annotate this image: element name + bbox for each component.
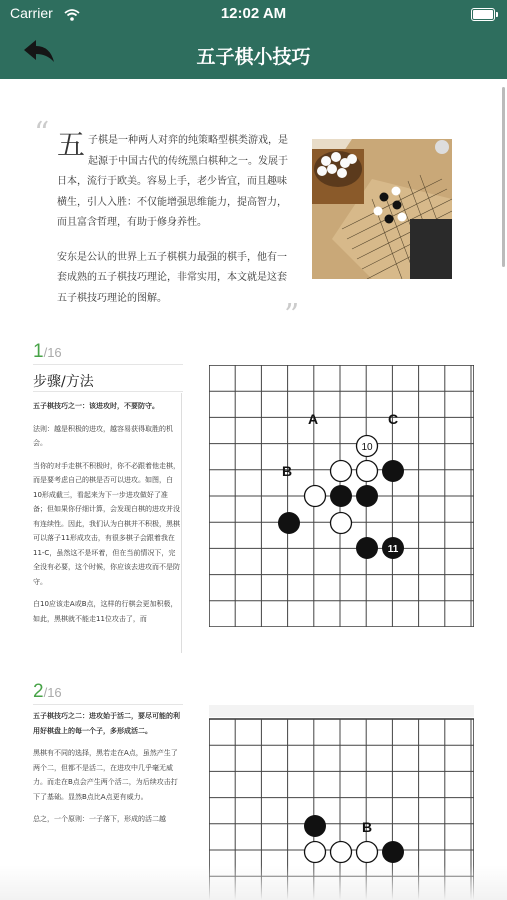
section-2-number: [33, 681, 62, 703]
divider: [33, 704, 183, 705]
section-2-paragraph: 黑棋有不同的选择，黑若走在A点，虽然产生了两个二，但都不是活二，在进攻中几乎毫无威力。而走在B点会产生两个活二，为后续攻击打下了基础。显然B点比A点更有威力。: [33, 749, 178, 801]
black-stone: [356, 537, 378, 559]
intro-text: [57, 128, 289, 323]
divider: [33, 391, 183, 392]
column-divider: [181, 393, 182, 653]
section-1-heading: 五子棋技巧之一：该进攻时，不要防守。: [33, 402, 159, 410]
white-stone: [331, 513, 352, 534]
scrollbar[interactable]: [502, 87, 505, 267]
white-stone: [331, 461, 352, 482]
close-quote-icon: ”: [284, 298, 300, 333]
gomoku-photo: [312, 139, 452, 279]
board-label-b: B: [361, 819, 373, 835]
section-1-paragraph: 法则：越是积极的进攻，越容易获得取胜的机会。: [33, 424, 173, 447]
battery-icon: [471, 8, 495, 21]
status-bar: [0, 0, 507, 28]
section-1-paragraph: 白10应该走A或B点，这样的行棋会更加积极，如此，黑棋就不能走11位攻击了，而: [33, 600, 178, 623]
carrier-label: Carrier: [10, 5, 53, 21]
section-1-board: [209, 365, 474, 627]
black-stone: [382, 841, 404, 863]
section-2-paragraph: 总之，一个原则：一子落下，形成的活二越: [33, 815, 166, 823]
section-2-heading: 五子棋技巧之二：进攻始于活二，要尽可能的利用好棋盘上的每一个子，多形成活二。: [33, 712, 180, 735]
white-stone: [357, 842, 378, 863]
intro-dropcap: 五: [57, 128, 86, 161]
navigation-bar: [0, 28, 507, 79]
white-stone: [305, 842, 326, 863]
section-2-text: [33, 709, 180, 865]
section-2-index: 2: [33, 681, 44, 702]
black-stone: [304, 815, 326, 837]
stone-number-10: 10: [361, 442, 373, 453]
section-2-total: /16: [43, 685, 62, 700]
black-stone: [382, 460, 404, 482]
page-title: 五子棋小技巧: [196, 46, 311, 68]
section-1-index: 1: [33, 341, 44, 362]
black-stone: [356, 485, 378, 507]
section-1-title: 步骤/方法: [33, 374, 94, 390]
board-label-b: B: [281, 463, 293, 479]
clock: 12:02 AM: [220, 5, 287, 22]
section-1-text: [33, 399, 180, 675]
white-stone: [357, 461, 378, 482]
stone-number-11: 11: [387, 544, 399, 555]
open-quote-icon: “: [34, 116, 50, 151]
divider: [33, 364, 183, 365]
white-stone: [305, 486, 326, 507]
section-1-number: [33, 341, 62, 363]
bottom-fade: [0, 865, 507, 900]
intro-paragraph-1: 子棋是一种两人对弈的纯策略型棋类游戏，是起源于中国古代的传统黑白棋种之一。发展于日本，流行于欧美。容易上手，老少皆宜，而且趣味横生，引人入胜：不仅能增强思维能力，提高智力，而且富含哲理，有助于修身养性。: [57, 135, 289, 228]
black-stone: [278, 512, 300, 534]
white-stone: [331, 842, 352, 863]
section-1-total: /16: [43, 345, 62, 360]
board-label-c: C: [387, 411, 399, 427]
black-stone: [330, 485, 352, 507]
intro-paragraph-2: 安东是公认的世界上五子棋棋力最强的棋手，他有一套成熟的五子棋技巧理论，非常实用，本文就是这套五子棋技巧理论的图解。: [57, 251, 287, 304]
article-scroll-view[interactable]: [0, 79, 507, 900]
board-label-a: A: [307, 411, 319, 427]
section-1-paragraph: 当你的对手走棋不积极时，你不必跟着他走棋，而是要考虑自己的棋是否可以进攻。如图，白10形成截三，看起来为下一步进攻做好了准备；但如果你仔细计算，会发现白棋的进攻并没有连续性。因此，我们认为白棋并不积极，黑棋可以落子11形成攻击，有很多棋子会跟着我在11-C，虽然这不是坏着，但在当前情况下，完全没有必要，这个时候，你应该去进攻而不是防守。: [33, 461, 180, 586]
